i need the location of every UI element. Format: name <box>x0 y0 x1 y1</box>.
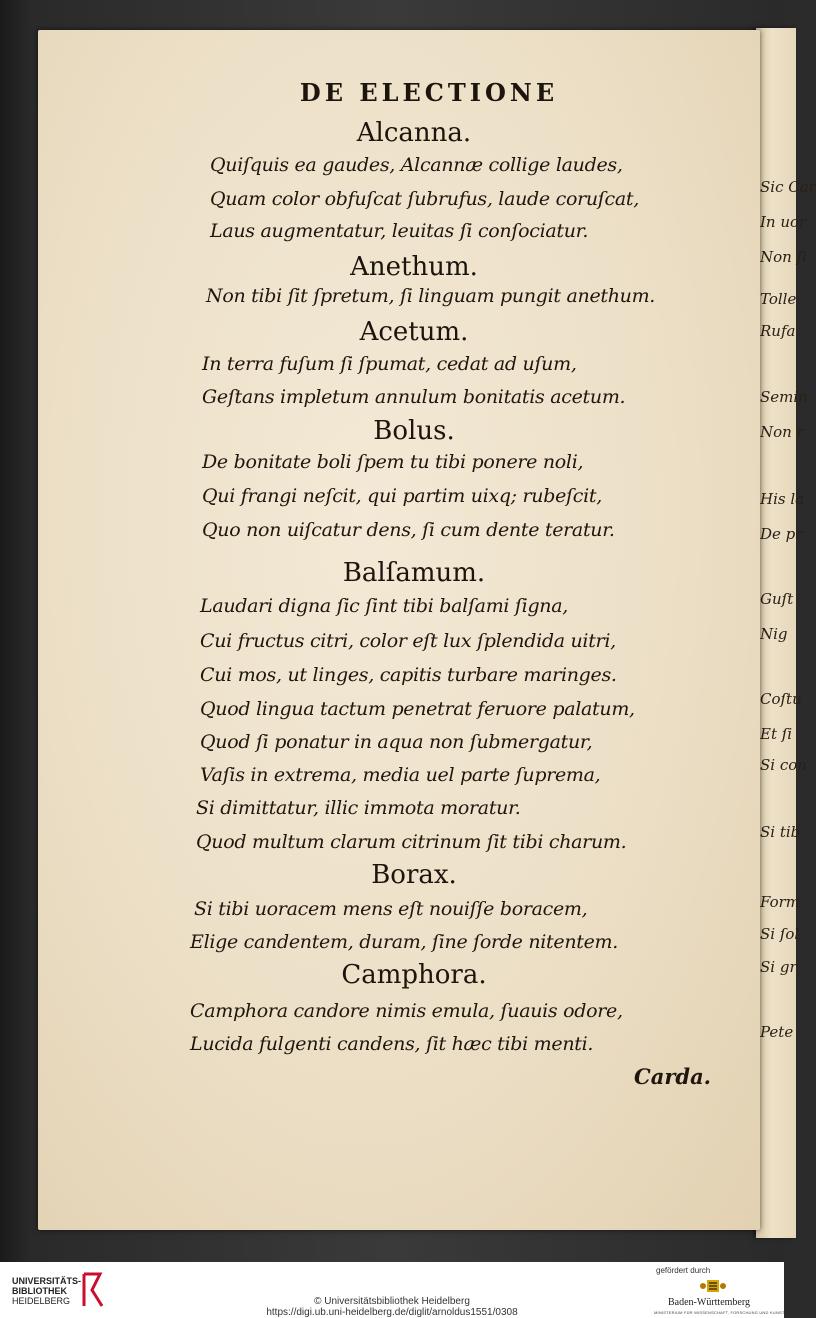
edge-fragment: Pete <box>760 1023 794 1041</box>
section-heading: Camphora. <box>341 960 487 990</box>
edge-fragment: Coſtu <box>760 690 802 708</box>
library-name-line: HEIDELBERG <box>12 1296 71 1306</box>
sponsor-label: gefördert durch <box>656 1266 711 1275</box>
verse-line: Quiſquis ea gaudes, Alcannæ collige laudes, <box>210 154 623 176</box>
edge-fragment: Et ſi <box>760 725 793 743</box>
running-head: DE ELECTIONE <box>299 78 559 107</box>
edge-fragment: Non ſi <box>760 248 807 266</box>
section-heading: Borax. <box>371 860 457 890</box>
edge-fragment: Rufa <box>760 322 796 340</box>
verse-line: Cui fructus citri, color eſt lux ſplendida uitri, <box>200 630 616 652</box>
verse-line: Quod lingua tactum penetrat feruore palatum, <box>200 698 635 720</box>
verse-line: Camphora candore nimis emula, ſuauis odore, <box>190 1000 623 1022</box>
verse-line: Quod ſi ponatur in aqua non ſubmergatur, <box>200 731 593 753</box>
library-name-line: UNIVERSITÄTS- <box>12 1276 82 1286</box>
edge-fragment: Non r <box>760 423 804 441</box>
section-heading: Balſamum. <box>342 558 486 588</box>
verse-line: Laudari digna ſic ſint tibi balſami ſigna, <box>200 595 569 617</box>
permalink-url[interactable]: https://digi.ub.uni-heidelberg.de/diglit/arnoldus1551/0308 <box>266 1307 518 1318</box>
edge-fragment: Guſt <box>760 590 794 608</box>
edge-fragment: Si gr <box>760 958 797 976</box>
book-page <box>38 30 760 1230</box>
edge-fragment: Tolle <box>760 290 797 308</box>
edge-fragment: Si ſol <box>760 925 800 943</box>
verse-line: De bonitate boli ſpem tu tibi ponere noli, <box>202 451 584 473</box>
footer-bar <box>0 1262 784 1318</box>
verse-line: Qui frangi neſcit, qui partim uixq; rubeſcit, <box>202 485 602 507</box>
verse-line: Quo non uiſcatur dens, ſi cum dente teratur. <box>202 519 615 541</box>
edge-fragment: Si con <box>760 756 807 774</box>
sponsor-name: Baden-Württemberg <box>668 1297 751 1308</box>
verse-line: In terra fuſum ſi ſpumat, cedat ad uſum, <box>202 353 577 375</box>
edge-fragment: In uor <box>760 213 807 231</box>
edge-fragment: Form <box>760 893 801 911</box>
verse-line: Vaſis in extrema, media uel parte ſuprema, <box>200 764 601 786</box>
verse-line: Si tibi uoracem mens eſt nouiſſe boracem, <box>194 898 588 920</box>
edge-fragment: Semin <box>760 388 808 406</box>
verse-line: Lucida fulgenti candens, ſit hæc tibi menti. <box>190 1033 594 1055</box>
copyright-text: © Universitätsbibliothek Heidelberg <box>314 1296 470 1307</box>
section-heading: Bolus. <box>373 416 455 446</box>
verse-line: Elige candentem, duram, ſine ſorde nitentem. <box>190 931 618 953</box>
verse-line: Geſtans impletum annulum bonitatis acetum. <box>202 386 626 408</box>
verse-line: Laus augmentatur, leuitas ſi conſociatur. <box>210 220 589 242</box>
sponsor-block[interactable] <box>654 1266 785 1315</box>
edge-fragment: De pr <box>760 525 803 543</box>
verse-line: Si dimittatur, illic immota moratur. <box>196 797 521 819</box>
sponsor-ministry: MINISTERIUM FÜR WISSENSCHAFT, FORSCHUNG UND KUNST <box>654 1310 785 1315</box>
edge-fragment: Si tib <box>760 823 801 841</box>
verse-line: Cui mos, ut linges, capitis turbare maringes. <box>200 664 617 686</box>
catchword: Carda. <box>634 1064 711 1089</box>
verse-line: Non tibi ſit ſpretum, ſi linguam pungit anethum. <box>206 285 656 307</box>
section-heading: Alcanna. <box>356 118 472 148</box>
section-heading: Acetum. <box>359 317 469 347</box>
facing-page-edge <box>756 28 816 1238</box>
verse-line: Quam color obfuſcat ſubrufus, laude coruſcat, <box>210 188 639 210</box>
edge-fragment: Nig <box>760 625 788 643</box>
edge-fragment: His la <box>760 490 805 508</box>
verse-line: Quod multum clarum citrinum ſit tibi charum. <box>196 831 627 853</box>
library-name-line: BIBLIOTHEK <box>12 1286 67 1296</box>
coat-of-arms-icon <box>698 1278 728 1294</box>
edge-fragment: Sic Car <box>760 178 816 196</box>
section-heading: Anethum. <box>350 252 478 282</box>
